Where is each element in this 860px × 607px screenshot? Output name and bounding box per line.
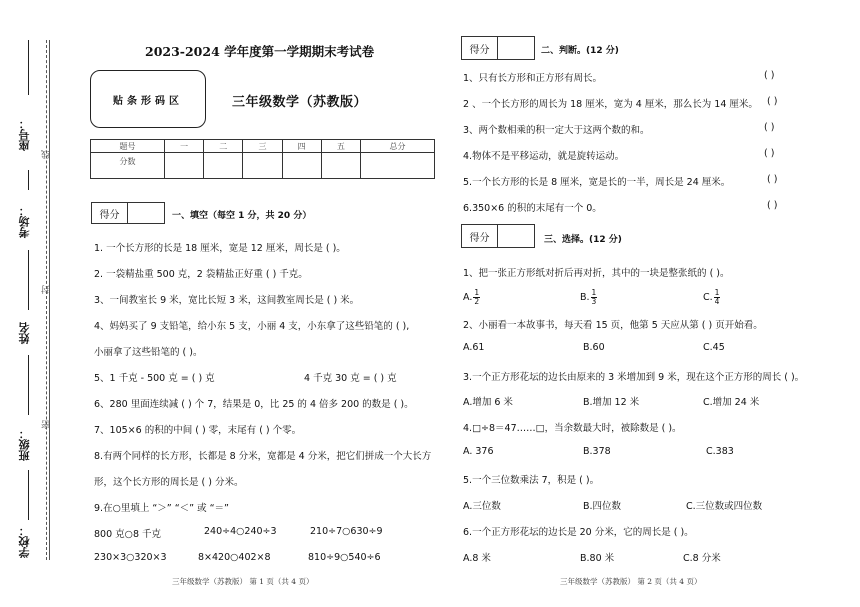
- binding-line-solid: [49, 40, 50, 560]
- section3-score-box[interactable]: [461, 224, 535, 248]
- fill-question-8-line2: 形，这个长方形的周长是 ( ) 分米。: [94, 477, 244, 488]
- score-box-label: 得分: [92, 203, 128, 223]
- page-footer-left: 三年级数学（苏教版） 第 1 页（共 4 页）: [172, 577, 314, 586]
- judge-question-2: 2 、一个长方形的周长为 18 厘米，宽为 4 厘米，那么长为 14 厘米。: [463, 99, 758, 110]
- fraction-one-half: [473, 289, 480, 306]
- compare-item: 8×420○402×8: [198, 552, 271, 563]
- option-letter: A.: [463, 292, 473, 303]
- section2-score-box[interactable]: [461, 36, 535, 60]
- fraction-denominator: 3: [591, 297, 597, 306]
- score-table-header-cell: 四: [282, 140, 321, 153]
- cut-mark-xian: 线: [42, 150, 52, 159]
- binding-line-dashed: [46, 40, 47, 560]
- compare-item: 230×3○320×3: [94, 552, 167, 563]
- subject-title: 三年级数学（苏教版）: [232, 95, 368, 110]
- class-fill-line: [28, 355, 29, 415]
- fill-question-1: 1. 一个长方形的长是 18 厘米，宽是 12 厘米，周长是 ( )。: [94, 243, 346, 254]
- score-table-header-cell: 三: [243, 140, 282, 153]
- section1-heading: 一、填空（每空 1 分，共 20 分）: [172, 211, 312, 221]
- fraction-numerator: 1: [714, 288, 720, 297]
- judge-answer-2[interactable]: ( ): [767, 96, 778, 107]
- choice-1-option-b[interactable]: [580, 289, 597, 306]
- school-fill-line: [28, 470, 29, 520]
- name-fill-line: [28, 250, 29, 310]
- compare-item: 800 克○8 千克: [94, 529, 162, 540]
- exam-title: 2023-2024 学年度第一学期期末考试卷: [145, 44, 375, 59]
- fill-question-8-line1: 8.有两个同样的长方形，长都是 8 分米，宽都是 4 分米，把它们拼成一个大长方: [94, 451, 432, 462]
- fill-question-7: 7、105×6 的积的中间 ( ) 零，末尾有 ( ) 个零。: [94, 425, 302, 436]
- name-label: 姓名: [18, 322, 31, 344]
- fill-question-4-line2: 小丽拿了这些铅笔的 ( )。: [94, 347, 203, 358]
- choice-6-option-c[interactable]: C.8 分米: [683, 553, 721, 564]
- score-table-cell[interactable]: [282, 153, 321, 179]
- section2-heading: 二、判断。(12 分): [541, 46, 619, 56]
- score-box-blank[interactable]: [498, 37, 534, 59]
- choice-question-1: 1、把一张正方形纸对折后再对折，其中的一块是整张纸的 ( )。: [463, 268, 730, 279]
- score-table: [90, 139, 435, 179]
- choice-6-option-b[interactable]: B.80 米: [580, 553, 615, 564]
- fill-question-9: 9.在○里填上 “＞” “＜” 或 “＝”: [94, 503, 229, 514]
- section3-heading: 三、选择。(12 分): [544, 235, 622, 245]
- compare-item: 810÷9○540÷6: [308, 552, 381, 563]
- judge-answer-3[interactable]: ( ): [764, 122, 775, 133]
- school-label: 学校：: [18, 525, 31, 558]
- fraction-numerator: 1: [474, 288, 480, 297]
- fraction-one-quarter: [714, 289, 721, 306]
- score-table-header-cell: 一: [165, 140, 204, 153]
- judge-question-6: 6.350×6 的积的末尾有一个 0。: [463, 203, 602, 214]
- seat-fill-line: [28, 40, 29, 95]
- judge-answer-6[interactable]: ( ): [767, 200, 778, 211]
- room-label: 考场：: [18, 205, 31, 238]
- choice-question-2: 2、小丽看一本故事书，每天看 15 页，他第 5 天应从第 ( ) 页开始看。: [463, 320, 763, 331]
- judge-question-1: 1、只有长方形和正方形有周长。: [463, 73, 603, 84]
- choice-3-option-a[interactable]: A.增加 6 米: [463, 397, 513, 408]
- score-table-header-cell: 总分: [360, 140, 434, 153]
- score-table-row-label: 分数: [91, 153, 165, 179]
- cut-mark-feng: 封: [42, 285, 52, 294]
- judge-answer-5[interactable]: ( ): [767, 174, 778, 185]
- choice-5-option-b[interactable]: B.四位数: [583, 501, 622, 512]
- judge-question-3: 3、两个数相乘的积一定大于这两个数的和。: [463, 125, 650, 136]
- score-box-blank[interactable]: [128, 203, 164, 223]
- fill-question-5b: 4 千克 30 克 = ( ) 克: [304, 373, 397, 384]
- score-table-cell[interactable]: [165, 153, 204, 179]
- score-box-blank[interactable]: [498, 225, 534, 247]
- class-label: 班级：: [18, 428, 31, 461]
- judge-question-5: 5.一个长方形的长是 8 厘米，宽是长的一半，周长是 24 厘米。: [463, 177, 731, 188]
- choice-3-option-b[interactable]: B.增加 12 米: [583, 397, 640, 408]
- fraction-one-third: [591, 289, 598, 306]
- choice-1-option-a[interactable]: [463, 289, 480, 306]
- choice-2-option-c[interactable]: C.45: [703, 342, 725, 353]
- fill-question-2: 2. 一袋精盐重 500 克，2 袋精盐正好重 ( ) 千克。: [94, 269, 308, 280]
- score-table-header-cell: 题号: [91, 140, 165, 153]
- choice-2-option-a[interactable]: A.61: [463, 342, 485, 353]
- choice-4-option-c[interactable]: C.383: [706, 446, 734, 457]
- compare-item: 210÷7○630÷9: [310, 526, 383, 537]
- choice-1-option-c[interactable]: [703, 289, 720, 306]
- choice-question-6: 6.一个正方形花坛的边长是 20 分米，它的周长是 ( )。: [463, 527, 694, 538]
- compare-item: 240÷4○240÷3: [204, 526, 277, 537]
- score-table-header-cell: 五: [321, 140, 360, 153]
- room-fill-line-top: [28, 170, 29, 190]
- score-table-cell[interactable]: [360, 153, 434, 179]
- section1-score-box[interactable]: [91, 202, 165, 224]
- choice-question-3: 3.一个正方形花坛的边长由原来的 3 米增加到 9 米，现在这个正方形的周长 ( )。: [463, 372, 805, 383]
- score-table-cell[interactable]: [321, 153, 360, 179]
- choice-question-4: 4.□÷8＝47……□，当余数最大时，被除数是 ( )。: [463, 423, 682, 434]
- option-letter: B.: [580, 292, 590, 303]
- choice-3-option-c[interactable]: C.增加 24 米: [703, 397, 760, 408]
- option-letter: C.: [703, 292, 713, 303]
- fill-question-5a: 5、1 千克 - 500 克 = ( ) 克: [94, 373, 215, 384]
- seat-label: 座号：: [18, 118, 31, 151]
- cut-mark-mi: 密: [42, 420, 52, 429]
- choice-question-5: 5.一个三位数乘法 7，积是 ( )。: [463, 475, 600, 486]
- judge-question-4: 4.物体不是平移运动，就是旋转运动。: [463, 151, 625, 162]
- judge-answer-4[interactable]: ( ): [764, 148, 775, 159]
- choice-4-option-a[interactable]: A. 376: [463, 446, 494, 457]
- fraction-denominator: 2: [474, 297, 480, 306]
- fill-question-3: 3、一间教室长 9 米，宽比长短 3 米，这间教室周长是 ( ) 米。: [94, 295, 360, 306]
- score-box-label: 得分: [462, 37, 498, 59]
- fraction-numerator: 1: [591, 288, 597, 297]
- score-box-label: 得分: [462, 225, 498, 247]
- barcode-area: 贴条形码区: [90, 70, 206, 128]
- fill-question-6: 6、280 里面连续减 ( ) 个 7，结果是 0，比 25 的 4 倍多 200 的数是 ( )。: [94, 399, 414, 410]
- choice-2-option-b[interactable]: B.60: [583, 342, 605, 353]
- score-table-cell[interactable]: [204, 153, 243, 179]
- fraction-denominator: 4: [714, 297, 720, 306]
- score-table-cell[interactable]: [243, 153, 282, 179]
- score-table-header-cell: 二: [204, 140, 243, 153]
- fill-question-4-line1: 4、妈妈买了 9 支铅笔，给小东 5 支，小丽 4 支，小东拿了这些铅笔的 ( ),: [94, 321, 410, 332]
- choice-5-option-a[interactable]: A.三位数: [463, 501, 501, 512]
- choice-4-option-b[interactable]: B.378: [583, 446, 611, 457]
- choice-5-option-c[interactable]: C.三位数或四位数: [686, 501, 763, 512]
- choice-6-option-a[interactable]: A.8 米: [463, 553, 491, 564]
- page-footer-right: 三年级数学（苏教版） 第 2 页（共 4 页）: [560, 577, 702, 586]
- judge-answer-1[interactable]: ( ): [764, 70, 775, 81]
